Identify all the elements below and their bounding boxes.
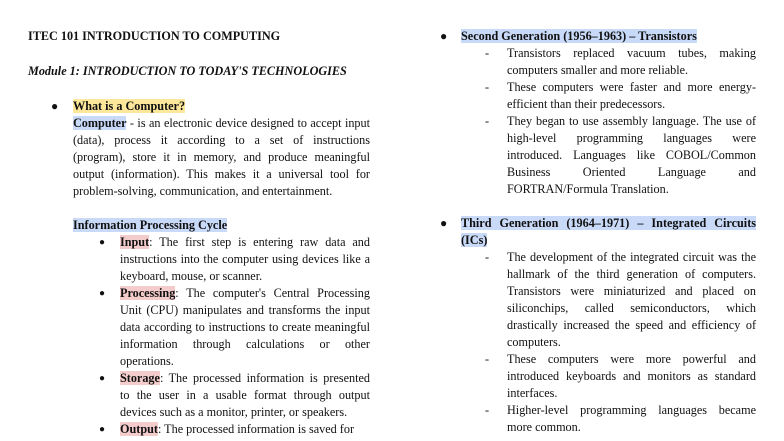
cycle-item-output bbox=[28, 421, 370, 438]
cycle-section bbox=[28, 217, 370, 234]
right-column bbox=[438, 28, 756, 436]
bullet-icon: ● bbox=[51, 99, 59, 113]
dash-icon: - bbox=[485, 352, 490, 366]
cycle-heading: Information Processing Cycle bbox=[73, 218, 228, 232]
second-gen-point bbox=[438, 45, 756, 79]
bullet-icon: ● bbox=[99, 424, 106, 435]
second-gen-point bbox=[438, 113, 756, 198]
point-text: They began to use assembly language. The use of high-level programming languages were introduced. Languages like COBOL/Common Business Oriented Language and FORTRAN/Formula Translation. bbox=[507, 114, 756, 196]
point-text: The development of the integrated circuit was the hallmark of the third generation of computers. Transistors were miniaturized and placed on siliconchips, called semiconductors, which drastically increased the speed and efficiency of computers. bbox=[507, 250, 756, 349]
cycle-term: Processing bbox=[120, 286, 176, 300]
bullet-icon: ● bbox=[99, 237, 106, 248]
dash-icon: - bbox=[485, 46, 490, 60]
dash-icon: - bbox=[485, 250, 490, 264]
bullet-icon: ● bbox=[99, 288, 106, 299]
what-is-computer-section bbox=[28, 98, 370, 200]
second-gen-point bbox=[438, 79, 756, 113]
cycle-text: : The computer's Central Processing Unit (CPU) manipulates and transforms the input data according to instructions to create meaningful information through calculations or other operations. bbox=[120, 286, 370, 368]
second-gen-heading: Second Generation (1956–1963) – Transistors bbox=[461, 29, 697, 43]
point-text: Transistors replaced vacuum tubes, making computers smaller and more reliable. bbox=[507, 46, 756, 77]
bullet-icon: ● bbox=[99, 373, 106, 384]
third-gen-point bbox=[438, 249, 756, 351]
dash-icon: - bbox=[485, 403, 490, 417]
point-text: Higher-level programming languages became more common. bbox=[507, 403, 756, 434]
cycle-term: Storage bbox=[120, 371, 160, 385]
third-gen-section bbox=[438, 215, 756, 249]
cycle-item-processing bbox=[28, 285, 370, 370]
third-gen-heading: Third Generation (1964–1971) – Integrated Circuits (ICs) bbox=[461, 216, 756, 247]
module-title: Module 1: INTRODUCTION TO TODAY'S TECHNOLOGIES bbox=[28, 64, 347, 78]
cycle-term: Input bbox=[120, 235, 150, 249]
point-text: These computers were more powerful and introduced keyboards and monitors as standard interfaces. bbox=[507, 352, 756, 400]
cycle-text: : The processed information is saved for bbox=[157, 422, 355, 436]
left-column bbox=[28, 28, 370, 438]
bullet-icon: ● bbox=[440, 216, 448, 230]
dash-icon: - bbox=[485, 80, 490, 94]
dash-icon: - bbox=[485, 114, 490, 128]
computer-def-text: - is an electronic device designed to accept input (data), process it according to a set of instructions (program), store it in memory, and produce meaningful output (information). This makes it a universal tool for problem-solving, communication, and entertainment. bbox=[73, 116, 370, 198]
cycle-item-input bbox=[28, 234, 370, 285]
cycle-term: Output bbox=[120, 422, 158, 436]
computer-term: Computer bbox=[73, 116, 127, 130]
cycle-item-storage bbox=[28, 370, 370, 421]
third-gen-point bbox=[438, 351, 756, 402]
second-gen-section bbox=[438, 28, 756, 45]
cycle-text: : The processed information is presented to the user in a usable format through output devices such as a monitor, printer, or speakers. bbox=[120, 371, 370, 419]
computer-definition bbox=[73, 115, 370, 200]
document-title: ITEC 101 INTRODUCTION TO COMPUTING bbox=[28, 29, 281, 43]
bullet-icon: ● bbox=[440, 29, 448, 43]
third-gen-point bbox=[438, 402, 756, 436]
cycle-text: : The first step is entering raw data and instructions into the computer using devices like a keyboard, mouse, or scanner. bbox=[120, 235, 370, 283]
point-text: These computers were faster and more energy-efficient than their predecessors. bbox=[507, 80, 756, 111]
what-heading: What is a Computer? bbox=[73, 99, 186, 113]
